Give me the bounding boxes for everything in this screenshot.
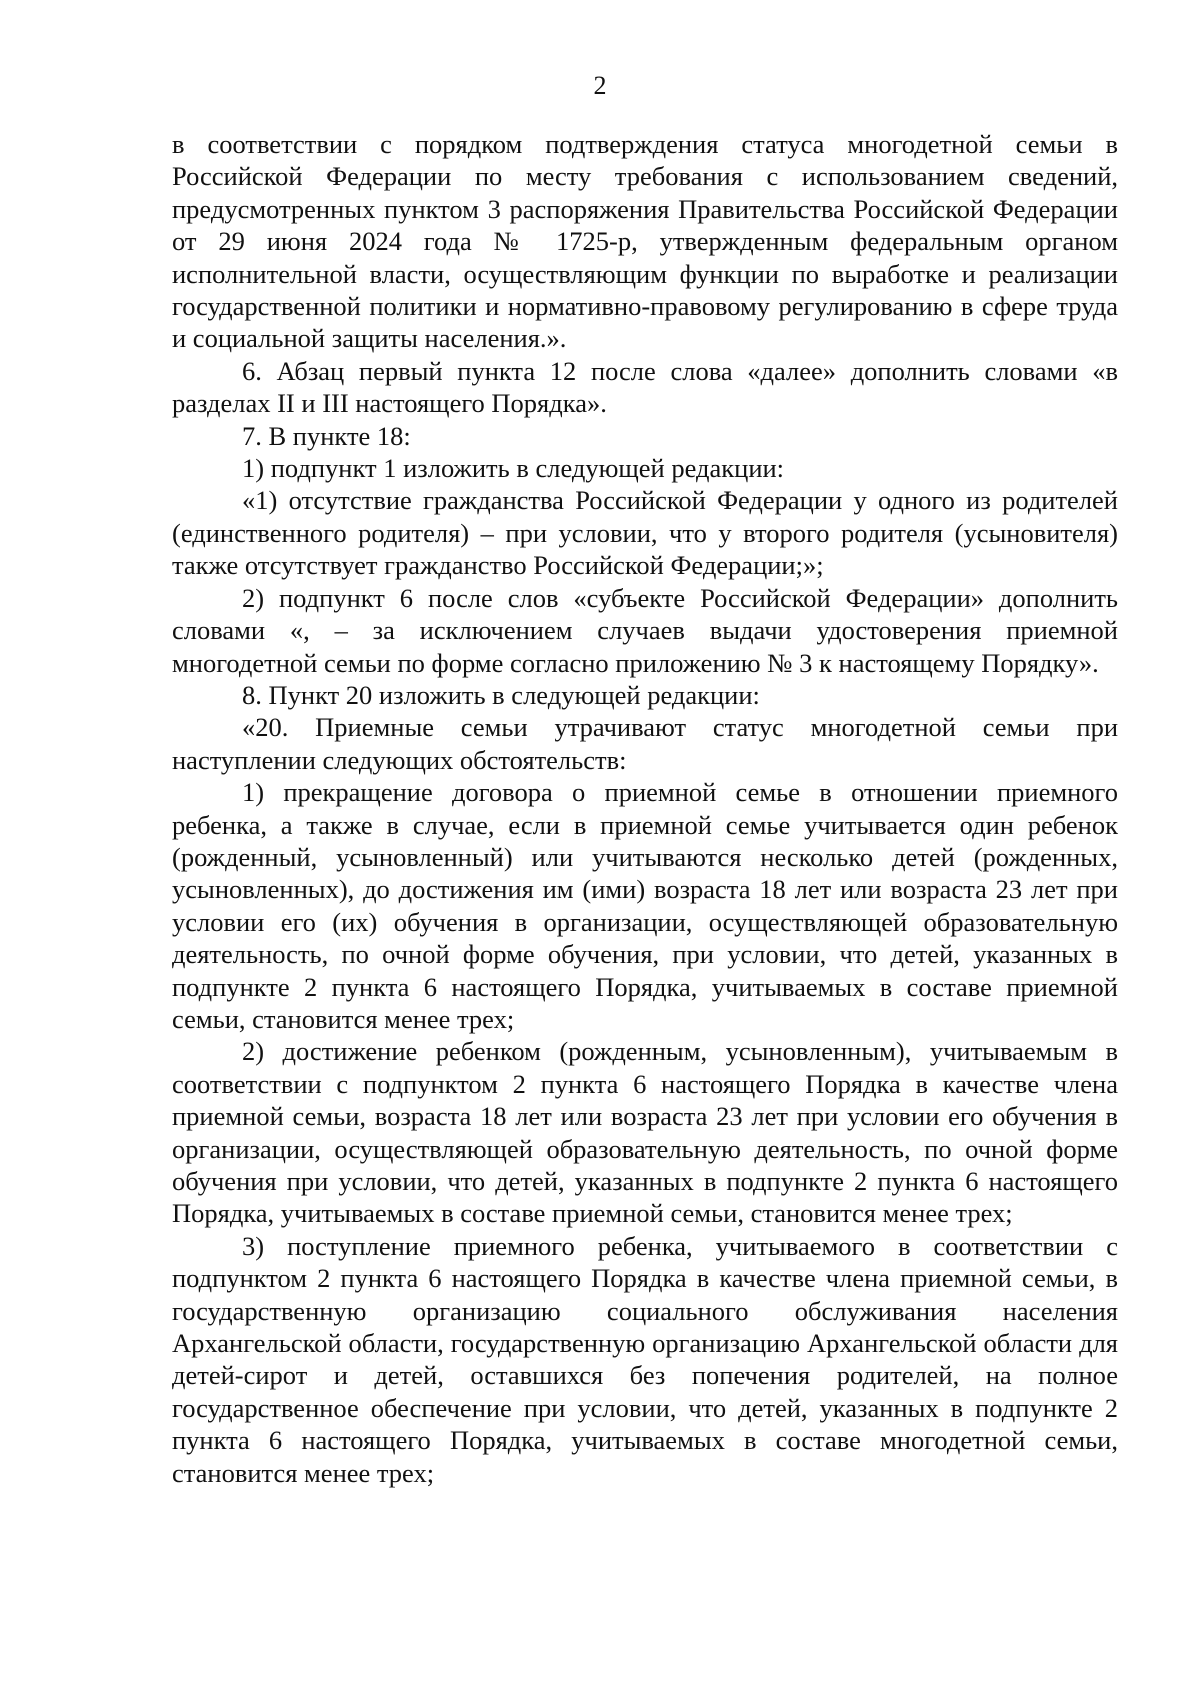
paragraph-continuation: в соответствии с порядком подтверждения статуса многодетной семьи в Российской Федерации по месту требования с использованием сведений, предусмотренных пунктом 3 распоряжения Правительства Российской Федерации от 29 июня 2024 года № 1725-р, утвержденным федеральным органом исполнительной власти, осуществляющим функции по выработке и реализации государственной политики и нормативно-правовому регулированию в сфере труда и социальной защиты населения.». bbox=[172, 129, 1118, 354]
document-body bbox=[172, 128, 1118, 1489]
paragraph-item-8: 8. Пункт 20 изложить в следующей редакции: bbox=[242, 679, 760, 710]
page-number: 2 bbox=[593, 71, 607, 100]
paragraph-item-7-2: 2) подпункт 6 после слов «субъекте Российской Федерации» дополнить словами «, – за исключением случаев выдачи удостоверения приемной многодетной семьи по форме согласно приложению № 3 к настоящему Порядку». bbox=[172, 582, 1118, 678]
paragraph-item-6: 6. Абзац первый пункта 12 после слова «далее» дополнить словами «в разделах II и III настоящего Порядка». bbox=[172, 355, 1118, 419]
paragraph-point-20-2: 2) достижение ребенком (рожденным, усыновленным), учитываемым в соответствии с подпунктом 2 пункта 6 настоящего Порядка в качестве члена приемной семьи, возраста 18 лет или возраста 23 лет при условии его обучения в организации, осуществляющей образовательную деятельность, по очной форме обучения при условии, что детей, указанных в подпункте 2 пункта 6 настоящего Порядка, учитываемых в составе приемной семьи, становится менее трех; bbox=[172, 1036, 1118, 1229]
paragraph-item-7-1: 1) подпункт 1 изложить в следующей редакции: bbox=[242, 453, 785, 484]
paragraph-item-7: 7. В пункте 18: bbox=[242, 420, 411, 451]
paragraph-quote-point-20: «20. Приемные семьи утрачивают статус многодетной семьи при наступлении следующих обстоятельств: bbox=[172, 712, 1118, 775]
paragraph-point-20-1: 1) прекращение договора о приемной семье в отношении приемного ребенка, а также в случае, если в приемной семье учитывается один ребенок (рожденный, усыновленный) или учитываются несколько детей (рожденных, усыновленных), до достижения им (ими) возраста 18 лет или возраста 23 лет при условии его (их) обучения в организации, осуществляющей образовательную деятельность, по очной форме обучения, при условии, что детей, указанных в подпункте 2 пункта 6 настоящего Порядка, учитываемых в составе приемной семьи, становится менее трех; bbox=[172, 777, 1118, 1034]
paragraph-quote-subpoint-1: «1) отсутствие гражданства Российской Федерации у одного из родителей (единственного родителя) – при условии, что у второго родителя (усыновителя) также отсутствует гражданство Российской Федерации;»; bbox=[172, 485, 1118, 581]
paragraph-point-20-3: 3) поступление приемного ребенка, учитываемого в соответствии с подпунктом 2 пункта 6 настоящего Порядка в качестве члена приемной семьи, в государственную организацию социального обслуживания населения Архангельской области, государственную организацию Архангельской области для детей-сирот и детей, оставшихся без попечения родителей, на полное государственное обеспечение при условии, что детей, указанных в подпункте 2 пункта 6 настоящего Порядка, учитываемых в составе многодетной семьи, становится менее трех; bbox=[172, 1230, 1118, 1488]
